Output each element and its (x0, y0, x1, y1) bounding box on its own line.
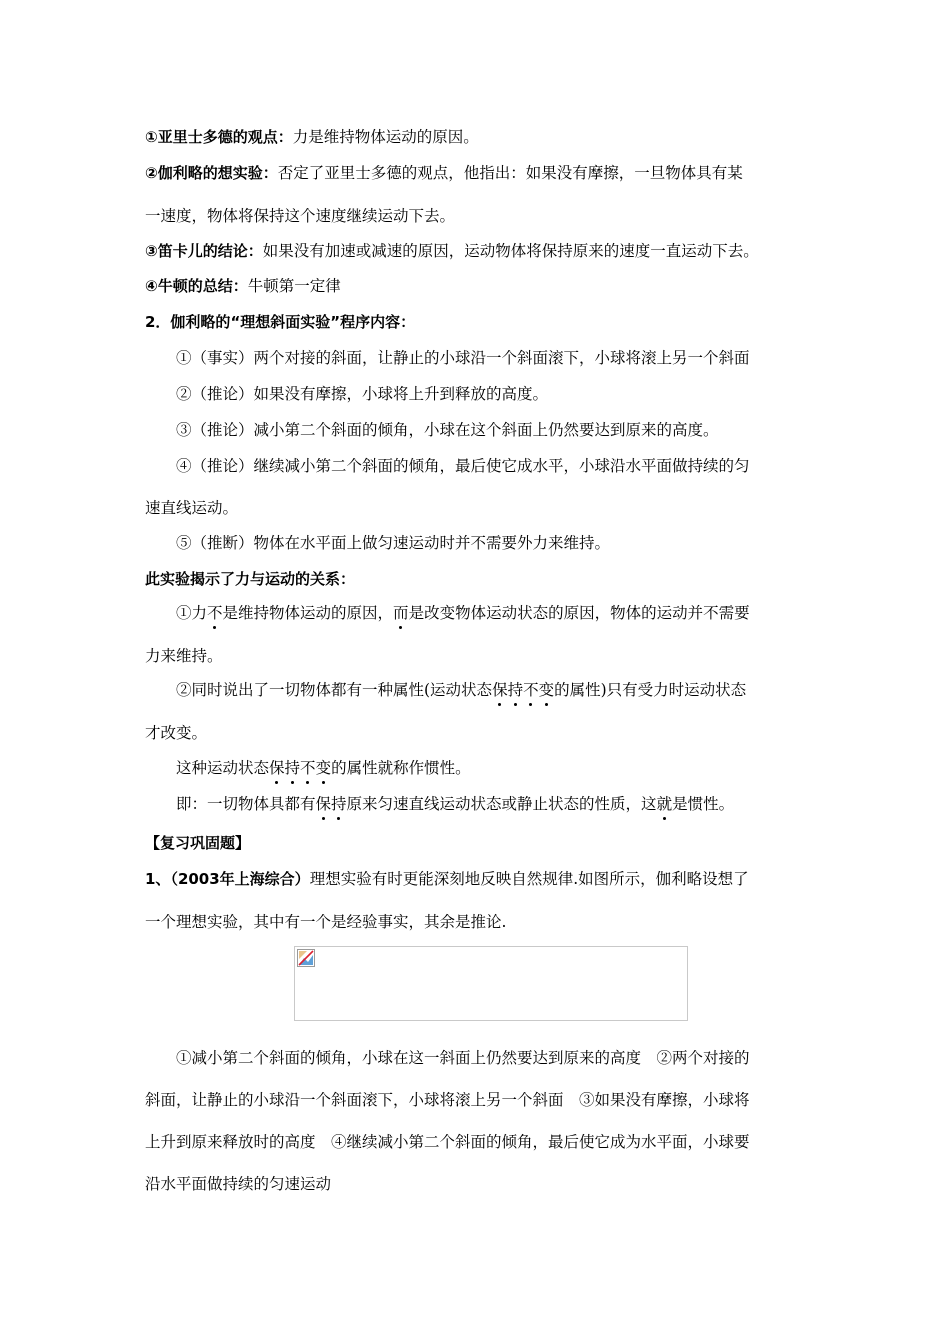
emphasis-char: 持 (284, 759, 301, 777)
view-galileo (145, 162, 810, 184)
emphasis-char: 持 (507, 681, 524, 699)
text-run: 这种运动状态 (176, 759, 270, 777)
relation-point-1-continued: 力来维持。 (145, 647, 223, 665)
text-run: 的属性)只有受力时运动状态 (554, 681, 747, 699)
view-text: 否定了亚里士多德的观点，他指出：如果没有摩擦，一旦物体具有某 (277, 164, 743, 182)
emphasis-char: 不 (300, 759, 316, 777)
emphasis-char: 持 (331, 795, 347, 813)
review-heading: 【复习巩固题】 (145, 834, 251, 852)
view-heading: ③笛卡儿的结论： (145, 242, 263, 260)
question-options: 上升到原来释放时的高度 ④继续减小第二个斜面的倾角，最后使它成为水平面，小球要 (145, 1133, 750, 1151)
view-text: 牛顿第一定律 (247, 277, 341, 295)
question-1-continued: 一个理想实验，其中有一个是经验事实，其余是推论. (145, 913, 507, 931)
text-run: ①力 (176, 604, 208, 622)
emphasis-char: 变 (315, 759, 332, 777)
view-newton (145, 275, 810, 297)
text-run: 即：一切物体具都有 (176, 795, 316, 813)
experiment-step: ②（推论）如果没有摩擦，小球将上升到释放的高度。 (176, 385, 549, 403)
question-options: 沿水平面做持续的匀速运动 (145, 1175, 332, 1193)
text-run: 原来匀速直线运动状态或静止状态的性质，这 (346, 795, 657, 813)
text-run: 的属性就称作惯性。 (331, 759, 471, 777)
view-heading: ②伽利略的想实验： (145, 164, 278, 182)
emphasis-char: 保 (269, 759, 285, 777)
view-heading: ④牛顿的总结： (145, 277, 248, 295)
experiment-step: ①（事实）两个对接的斜面，让静止的小球沿一个斜面滚下，小球将滚上另一个斜面 (176, 349, 750, 367)
emphasis-char: 就 (656, 795, 673, 813)
view-heading: ①亚里士多德的观点： (145, 128, 293, 146)
experiment-step: ⑤（推断）物体在水平面上做匀速运动时并不需要外力来维持。 (176, 534, 611, 552)
emphasis-char: 保 (315, 795, 332, 813)
experiment-step-continued: 速直线运动。 (145, 499, 239, 517)
relation-heading: 此实验揭示了力与运动的关系： (145, 570, 356, 588)
emphasis-char: 保 (492, 681, 508, 699)
view-descartes (145, 240, 810, 262)
experiment-step: ④（推论）继续减小第二个斜面的倾角，最后使它成水平，小球沿水平面做持续的匀 (176, 457, 750, 475)
relation-point-2 (176, 679, 810, 701)
inertia-summary (176, 793, 810, 815)
inertia-definition (176, 757, 810, 779)
relation-point-1 (176, 602, 810, 624)
text-run: 是改变物体运动状态的原因，物体的运动并不需要 (408, 604, 750, 622)
broken-image-icon (297, 949, 315, 967)
view-aristotle (145, 126, 810, 148)
emphasis-char: 变 (538, 681, 555, 699)
emphasis-char: 不 (523, 681, 539, 699)
section-heading: 2．伽利略的“理想斜面实验”程序内容： (145, 313, 416, 331)
text-run: 是维持物体运动的原因， (222, 604, 394, 622)
question-text: 理想实验有时更能深刻地反映自然规律.如图所示，伽利略设想了 (309, 870, 749, 888)
text-run: 是惯性。 (672, 795, 735, 813)
emphasis-char: 不 (207, 604, 223, 622)
figure-placeholder (294, 946, 688, 1021)
experiment-step: ③（推论）减小第二个斜面的倾角，小球在这个斜面上仍然要达到原来的高度。 (176, 421, 719, 439)
emphasis-char: 而 (393, 604, 409, 622)
question-options: ①减小第二个斜面的倾角，小球在这一斜面上仍然要达到原来的高度 ②两个对接的 (176, 1049, 750, 1067)
question-1 (145, 868, 810, 890)
view-text: 力是维持物体运动的原因。 (292, 128, 479, 146)
text-run: ②同时说出了一切物体都有一种属性(运动状态 (176, 681, 493, 699)
view-galileo-continued: 一速度，物体将保持这个速度继续运动下去。 (145, 207, 456, 225)
relation-point-2-continued: 才改变。 (145, 724, 208, 742)
question-options: 斜面，让静止的小球沿一个斜面滚下，小球将滚上另一个斜面 ③如果没有摩擦，小球将 (145, 1091, 750, 1109)
question-source: （2003年上海综合） (170, 870, 310, 888)
view-text: 如果没有加速或减速的原因，运动物体将保持原来的速度一直运动下去。 (262, 242, 759, 260)
question-number: 1、 (145, 870, 171, 888)
